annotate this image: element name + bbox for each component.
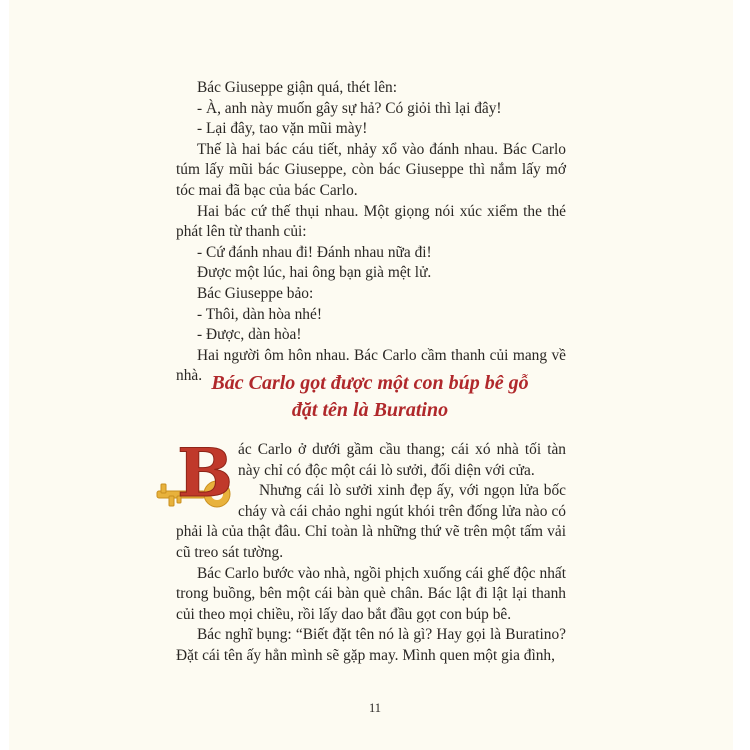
dialogue-line: - Thôi, dàn hòa nhé!	[197, 305, 322, 323]
paragraph: Hai bác cứ thế thụi nhau. Một giọng nói xúc xiểm the thé phát lên từ thanh củi:	[176, 202, 566, 241]
dialogue-line: - Được, dàn hòa!	[197, 326, 302, 344]
paragraph: Bác Giuseppe bảo:	[197, 284, 314, 302]
paragraph: Bác Giuseppe giận quá, thét lên:	[197, 79, 398, 96]
paragraph: Nhưng cái lò sưởi xinh đẹp ấy, với ngọn lửa bốc cháy và cái chảo nghi ngút khói trên đống lửa nào có phải là của thật đâu. Chỉ toàn là những thứ vẽ trên một tấm vải cũ treo sát tường.	[176, 482, 566, 561]
dialogue-line: - À, anh này muốn gây sự hả? Có giỏi thì lại đây!	[197, 99, 502, 117]
chapter-heading-line-1: Bác Carlo gọt được một con búp bê gỗ	[211, 372, 529, 394]
drop-cap-letter: B	[177, 441, 233, 503]
chapter-heading	[140, 370, 600, 424]
paragraph: Được một lúc, hai ông bạn già mệt lử.	[197, 264, 432, 282]
top-text-block	[176, 78, 566, 387]
paragraph: Hai người ôm hôn nhau. Bác Carlo cầm thanh củi mang về nhà.	[176, 346, 566, 385]
paragraph: Bác Carlo bước vào nhà, ngồi phịch xuống cái ghế độc nhất trong buồng, bên một cái bàn què chân. Bác lật đi lật lại thanh củi theo mọi chiều, rồi lấy dao bắt đầu gọt con búp bê.	[176, 564, 566, 623]
paragraph: ác Carlo ở dưới gầm cầu thang; cái xó nhà tối tàn này chỉ có độc một cái lò sưởi, đối diện với cửa.	[238, 441, 566, 479]
dialogue-line: - Cứ đánh nhau đi! Đánh nhau nữa đi!	[197, 243, 432, 261]
paragraph: Bác nghĩ bụng: “Biết đặt tên nó là gì? Hay gọi là Buratino? Đặt cái tên ấy hẳn mình sẽ gặp may. Mình quen một gia đình,	[176, 626, 566, 664]
bottom-text-block	[176, 440, 566, 667]
drop-cap	[176, 441, 234, 503]
page-number: 11	[368, 701, 382, 715]
chapter-heading-line-2: đặt tên là Buratino	[291, 399, 449, 421]
dialogue-line: - Lại đây, tao vặn mũi mày!	[197, 120, 368, 138]
paragraph: Thế là hai bác cáu tiết, nhảy xổ vào đánh nhau. Bác Carlo túm lấy mũi bác Giuseppe, còn bác Giuseppe thì nắm lấy mớ tóc mai đã bạc của bác Carlo.	[176, 140, 566, 199]
